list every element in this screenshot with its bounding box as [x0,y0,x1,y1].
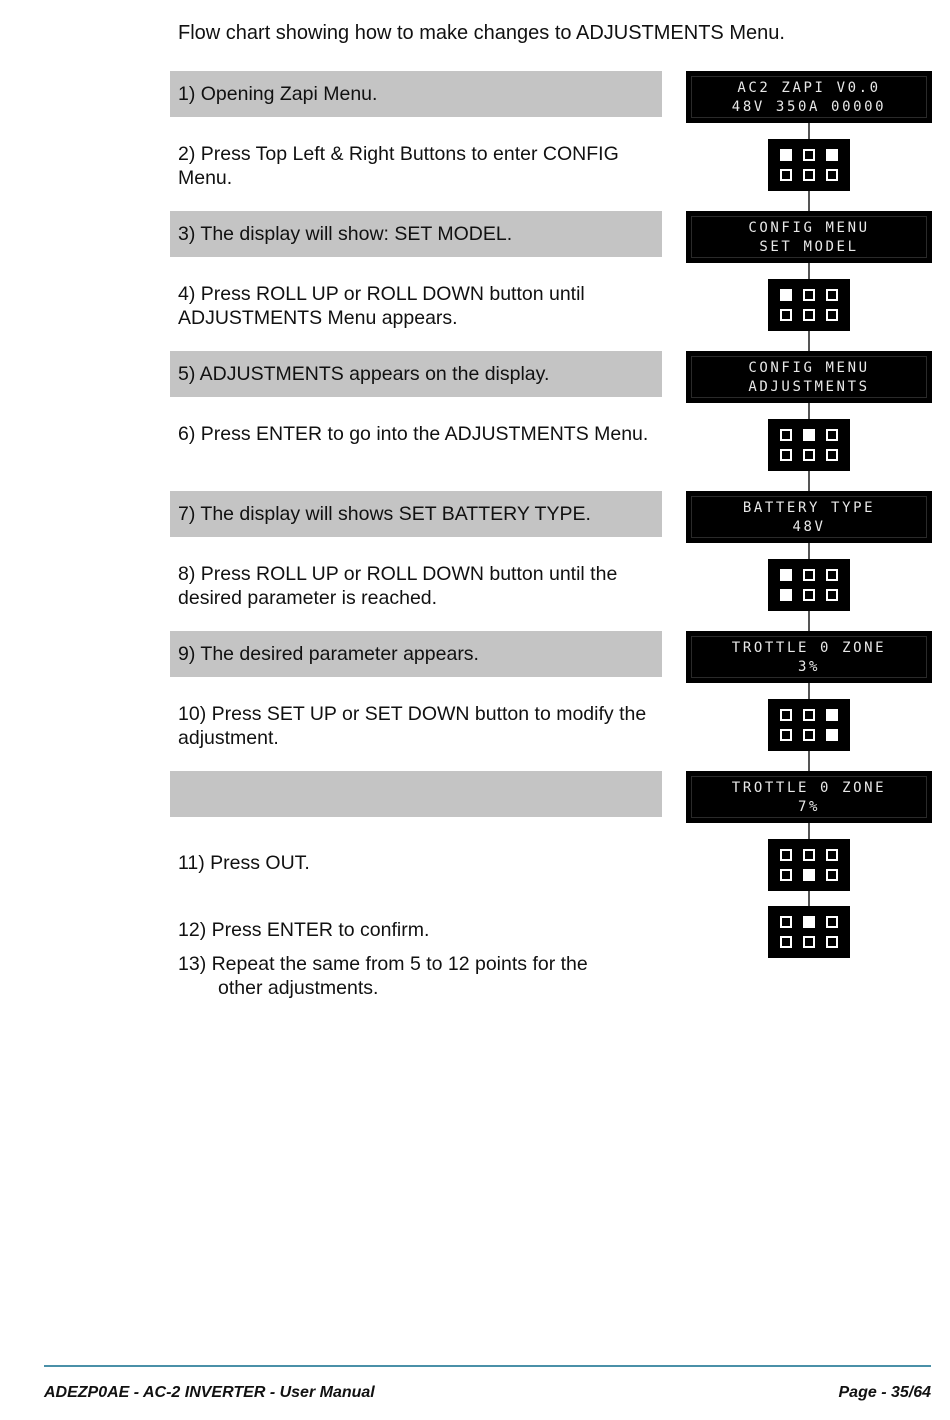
step-1: 1) Opening Zapi Menu. [170,71,662,117]
keypad-button [826,449,838,461]
keypad-button [780,849,792,861]
keypad-button-pressed [826,729,838,741]
keypad-button [803,849,815,861]
keypad-button [803,169,815,181]
lcd-display-6 [686,771,932,823]
step-2: 2) Press Top Left & Right Buttons to enter CONFIG Menu. [178,143,619,189]
step-3: 3) The display will show: SET MODEL. [170,211,662,257]
keypad-button [826,309,838,321]
keypad-diagram [768,699,850,751]
keypad-diagram [768,279,850,331]
keypad-button [826,849,838,861]
lcd-display-3 [686,351,932,403]
keypad-button [803,569,815,581]
footer-divider [44,1365,931,1367]
keypad-button [803,729,815,741]
lcd-line1: TROTTLE 0 ZONE [731,780,887,796]
keypad-diagram [768,839,850,891]
keypad-diagram [768,906,850,958]
keypad-button [826,169,838,181]
keypad-button [826,869,838,881]
lcd-line2: 3% [797,659,821,675]
step-13-line1: 13) Repeat the same from 5 to 12 points for the [178,953,588,975]
step-10: 10) Press SET UP or SET DOWN button to modify the adjustment. [178,703,647,749]
step-12: 12) Press ENTER to confirm. [178,919,430,941]
step-7: 7) The display will shows SET BATTERY TYPE. [170,491,662,537]
step-6: 6) Press ENTER to go into the ADJUSTMENTS Menu. [178,423,649,445]
keypad-button [803,149,815,161]
keypad-button [803,449,815,461]
footer-page-number: Page - 35/64 [838,1384,931,1401]
step-8: 8) Press ROLL UP or ROLL DOWN button until the desired parameter is reached. [178,563,618,609]
step-blank-bar [170,771,662,817]
keypad-button [780,916,792,928]
keypad-button [803,936,815,948]
lcd-line1: CONFIG MENU [748,360,870,376]
footer-document-title: ADEZP0AE - AC-2 INVERTER - User Manual [44,1384,375,1401]
keypad-button [826,289,838,301]
keypad-button [780,709,792,721]
lcd-display-1 [686,71,932,123]
keypad-button [780,309,792,321]
keypad-button [780,729,792,741]
lcd-line2: 7% [797,799,821,815]
keypad-button-pressed [780,289,792,301]
keypad-button-pressed [803,429,815,441]
keypad-button [780,869,792,881]
step-9: 9) The desired parameter appears. [170,631,662,677]
lcd-display-5 [686,631,932,683]
keypad-button-pressed [826,149,838,161]
step-4: 4) Press ROLL UP or ROLL DOWN button until ADJUSTMENTS Menu appears. [178,283,585,329]
keypad-diagram [768,559,850,611]
keypad-button-pressed [780,569,792,581]
keypad-button [803,289,815,301]
keypad-button [826,936,838,948]
lcd-display-4 [686,491,932,543]
keypad-button [826,589,838,601]
lcd-line1: AC2 ZAPI V0.0 [737,80,881,96]
lcd-line1: CONFIG MENU [748,220,870,236]
keypad-diagram [768,419,850,471]
keypad-button [826,916,838,928]
lcd-line1: BATTERY TYPE [742,500,876,516]
keypad-button-pressed [803,916,815,928]
keypad-button [780,936,792,948]
keypad-button [803,589,815,601]
keypad-button [826,429,838,441]
lcd-line1: TROTTLE 0 ZONE [731,640,887,656]
keypad-button [780,429,792,441]
step-13 [170,952,662,1000]
lcd-line2: 48V [792,519,826,535]
keypad-diagram [768,139,850,191]
lcd-line2: 48V 350A 00000 [731,99,887,115]
keypad-button [803,709,815,721]
step-11: 11) Press OUT. [178,852,310,874]
keypad-button-pressed [780,149,792,161]
step-5: 5) ADJUSTMENTS appears on the display. [170,351,662,397]
page-heading: Flow chart showing how to make changes to ADJUSTMENTS Menu. [178,22,785,44]
keypad-button-pressed [803,869,815,881]
keypad-button-pressed [780,589,792,601]
step-13-line2: other adjustments. [218,977,379,999]
keypad-button [826,569,838,581]
keypad-button [780,449,792,461]
lcd-display-2 [686,211,932,263]
keypad-button [803,309,815,321]
lcd-line2: ADJUSTMENTS [748,379,870,395]
lcd-line2: SET MODEL [759,239,859,255]
keypad-button-pressed [826,709,838,721]
keypad-button [780,169,792,181]
